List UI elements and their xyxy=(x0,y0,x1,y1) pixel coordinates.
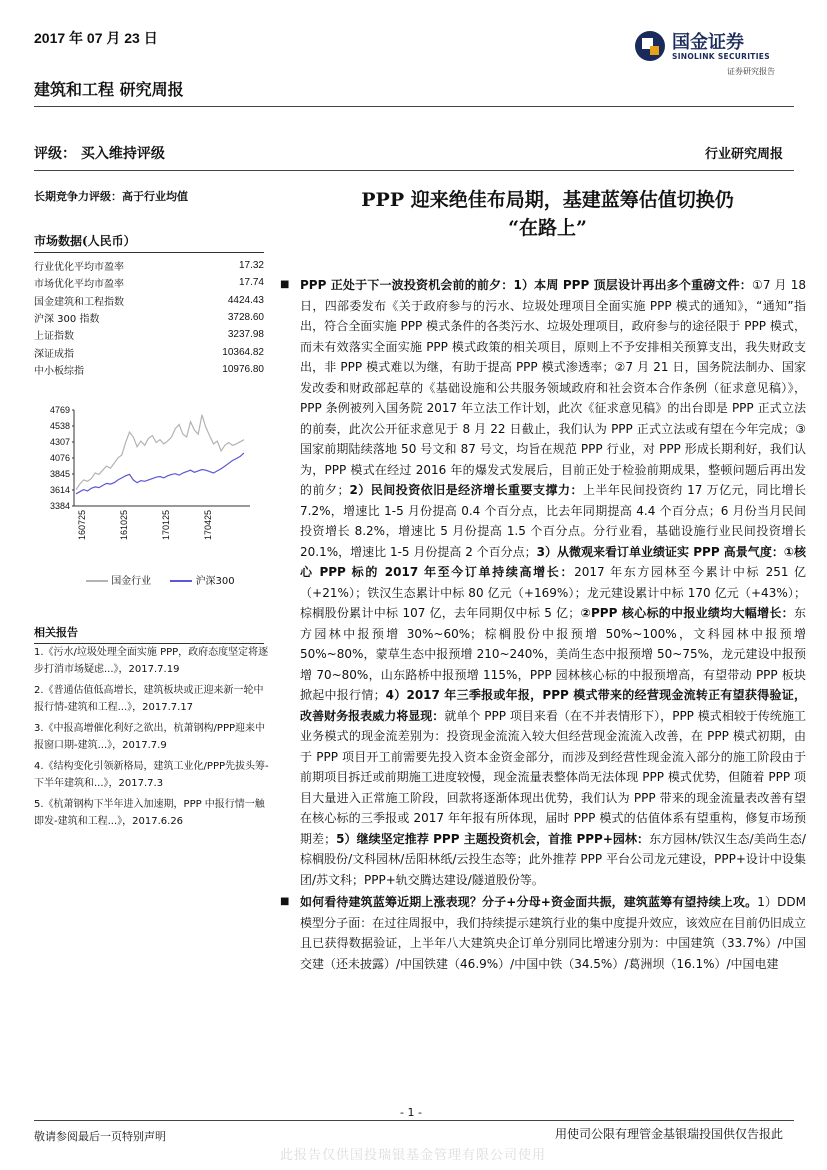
series-line-0 xyxy=(76,415,244,490)
body-emphasis-text: 2）民间投资依旧是经济增长重要支撑力： xyxy=(349,483,583,497)
page-number: - 1 - xyxy=(400,1106,422,1119)
market-data-title: 市场数据(人民币） xyxy=(34,232,264,253)
footer-usage-note: 用使司公限有理管金基银瑞投国供仅告报此 xyxy=(554,1127,783,1141)
market-data-value: 10976.80 xyxy=(222,363,264,375)
market-data-label: 市场优化平均市盈率 xyxy=(34,279,124,291)
main-body xyxy=(280,275,806,976)
market-data-value: 10364.82 xyxy=(222,346,264,358)
market-data-value: 17.32 xyxy=(238,260,264,272)
body-paragraph-1 xyxy=(280,275,806,890)
legend-swatch-industry xyxy=(86,580,108,582)
body-emphasis-text: PPP 正处于下一波投资机会前的前夕：1）本周 PPP 顶层设计再出多个重磅文件： xyxy=(300,278,752,292)
main-title xyxy=(280,186,815,242)
body-emphasis-text: 如何看待建筑蓝筹近期上涨表现？分子+分母+资金面共振，建筑蓝筹有望持续上攻。 xyxy=(300,895,758,909)
body-text: 1）DDM 模型分子面：在过往周报中，我们持续提示建筑行业的集中度提升效应，该效应在目前仍旧成立且已获得数据验证，上半年八大建筑央企订单分别同比增速分别为：中国建筑（33.7%）/中国交建（还未披露）/中国铁建（46.9%）/中国中铁（34.5%）/葛洲坝（16.1%）/中国电建 xyxy=(300,895,806,971)
body-text: 就单个 PPP 项目来看（在不并表情形下），PPP 模式相较于传统施工业务模式的现金流差别为：投资现金流流入较大但经营现金流流入改善，在 PPP 模式初期，由于 PPP 项目开工前需要先投入资本金资金部分，而涉及到经营性现金流入部分的施工阶段由于前期项目拆迁或前期施工进度较慢，现金流量表整体尚无法体现 PPP 模式优势，但随着 PPP 项目大量进入正常施工阶段，回款将逐渐体现出优势，我们认为 PPP 带来的现金流量表改善有望在核心标的三季报或 2017 年年报有所体现，届时 PPP 模式的估值体系有望重构，修复市场预期差； xyxy=(300,708,806,846)
body-text: 上半年民间投资约 17 万亿元，同比增长 7.2%，增速比 1-5 月份提高 0.4 个百分点，比去年同期提高 4.4 个百分点；6 月份当月民间投资增长 8.2%，增速比 5 月份提高 1.5 个百分点。分行业看，基础设施行业民间投资增长 20.1%，增速比 1-5 月份提高 2 个百分点； xyxy=(300,483,806,559)
watermark: 此报告仅供国投瑞银基金管理有限公司使用 xyxy=(280,1148,547,1163)
logo-cn-text: 国金证券 xyxy=(672,32,744,53)
footer-divider xyxy=(34,1120,794,1121)
index-chart xyxy=(34,396,264,596)
y-tick-label: 4076 xyxy=(49,453,70,463)
related-report-item[interactable]: 4.《结构变化引领新格局，建筑工业化/PPP先拔头筹-下半年建筑和...》，2017.7.3 xyxy=(34,761,269,789)
main-title-line2: “在路上” xyxy=(508,217,587,239)
related-reports-list xyxy=(34,644,272,834)
report-date: 2017 年 07 月 23 日 xyxy=(34,30,158,46)
related-report-item[interactable]: 3.《中报高增催化利好之欲出，杭萧钢构/PPP迎来中报窗口期-建筑...》，2017.7.9 xyxy=(34,723,266,751)
main-title-line1: PPP 迎来绝佳布局期，基建蓝筹估值切换仍 xyxy=(361,189,734,211)
legend-swatch-hs300 xyxy=(170,580,192,582)
market-data-row xyxy=(34,309,264,326)
competitiveness-rating: 长期竞争力评级：高于行业均值 xyxy=(34,190,188,203)
x-tick-label: 170125 xyxy=(161,510,171,541)
market-data-row xyxy=(34,326,264,343)
market-data-label: 行业优化平均市盈率 xyxy=(34,262,124,274)
market-data-value: 17.74 xyxy=(238,277,264,289)
market-data-row xyxy=(34,274,264,291)
report-series-title: 建筑和工程 研究周报 xyxy=(34,80,184,99)
disclaimer-note: 敬请参阅最后一页特别声明 xyxy=(34,1130,166,1143)
x-tick-label: 160725 xyxy=(77,510,87,541)
report-category: 行业研究周报 xyxy=(704,147,783,162)
y-tick-label: 3614 xyxy=(49,485,70,495)
market-data-value: 4424.43 xyxy=(227,294,264,306)
body-text: 2017 年东方园林至今累计中标 251 亿（+21%）；铁汉生态累计中标 80 亿元（+169%）；龙元建设累计中标 170 亿元（+43%）；棕榈股份累计中标 107 亿，去年同期仅中标 5 亿； xyxy=(300,565,806,620)
market-data-row xyxy=(34,361,264,378)
related-report-item[interactable]: 2.《普通估值低高增长，建筑板块或正迎来新一轮中报行情-建筑和工程...》，2017.7.17 xyxy=(34,685,264,713)
body-text: 东方园林/铁汉生态/美尚生态/棕榈股份/文科园林/岳阳林纸/云投生态等；此外推荐 PPP 平台公司龙元建设，PPP+设计中设集团/苏文科；PPP+轨交腾达建设/隧道股份等。 xyxy=(300,831,806,887)
logo-subtitle: 证券研究报告 xyxy=(727,67,775,76)
market-data-row xyxy=(34,292,264,309)
market-data-label: 沪深 300 指数 xyxy=(34,314,100,326)
square-bullet-icon: ■ xyxy=(280,896,290,907)
y-tick-label: 4538 xyxy=(49,421,70,431)
body-emphasis-text: ②PPP 核心标的中报业绩均大幅增长： xyxy=(580,606,794,620)
body-emphasis-text: 5）继续坚定推荐 PPP 主题投资机会，首推 PPP+园林： xyxy=(336,831,650,846)
y-tick-label: 4307 xyxy=(49,437,70,447)
series-line-1 xyxy=(76,453,244,494)
legend-label-hs300: 沪深300 xyxy=(195,576,235,587)
market-data-row xyxy=(34,257,264,274)
y-tick-label: 3384 xyxy=(49,501,70,511)
x-tick-label: 161025 xyxy=(119,510,129,541)
body-emphasis-text: 3）从微观来看订单业绩证实 PPP 高景气度：①核心 PPP 标的 2017 年至今订单持续高增长： xyxy=(300,544,806,579)
logo-en-text: SINOLINK SECURITIES xyxy=(672,52,770,61)
market-data-row xyxy=(34,343,264,360)
header-divider xyxy=(34,106,794,107)
market-data-label: 上证指数 xyxy=(34,331,74,343)
market-data-label: 中小板综指 xyxy=(34,365,84,377)
rating: 评级： 买入维持评级 xyxy=(34,146,165,162)
y-tick-label: 4769 xyxy=(49,405,70,415)
related-reports-title: 相关报告 xyxy=(34,624,264,644)
body-text: 东方园林中报预增 30%~60%；棕榈股份中报预增 50%~100%，文科园林中报预增 50%~80%，蒙草生态中报预增 210~240%，美尚生态中报预增 50~75%，龙元建设中报预增 70~80%，山东路桥中报预增 115%，PPP 园林核心标的中报预增高，有望带动 PPP 板块掀起中报行情； xyxy=(300,606,806,702)
market-data-label: 国金建筑和工程指数 xyxy=(34,296,124,308)
related-report-item[interactable]: 1.《污水/垃圾处理全面实施 PPP，政府态度坚定将逐步打消市场疑虑...》，2017.7.19 xyxy=(34,647,269,675)
y-tick-label: 3845 xyxy=(49,469,70,479)
body-emphasis-text: 4）2017 年三季报或年报，PPP 模式带来的经营现金流转正有望获得验证，改善财务报表威力将显现： xyxy=(300,688,806,723)
market-data-table xyxy=(34,257,264,378)
market-data-value: 3728.60 xyxy=(227,312,264,324)
market-data-value: 3237.98 xyxy=(227,329,264,341)
chart-legend xyxy=(86,572,235,587)
market-data-label: 深证成指 xyxy=(34,348,74,360)
related-report-item[interactable]: 5.《杭萧钢构下半年进入加速期，PPP 中报行情一触即发-建筑和工程...》，2017.6.26 xyxy=(34,799,265,827)
x-tick-label: 170425 xyxy=(203,510,213,541)
sidebar xyxy=(34,188,264,378)
square-bullet-icon: ■ xyxy=(280,279,290,290)
body-text: ①7 月 18 日，四部委发布《关于政府参与的污水、垃圾处理项目全面实施 PPP 模式的通知》，“通知”指出，符合全面实施 PPP 模式条件的各类污水、垃圾处理项目，政府参与的途径限于 PPP 模式，而未有效落实全面实施 PPP 模式政策的相关项目，原则上不予安排相关预算支出，我失财政支出，非 PPP 模式难以为继，有助于提高 PPP 模式渗透率；②7 月 21 日，国务院法制办、国家发改委和财政部起草的《基础设施和公共服务领域政府和社会资本合作条例（征求意见稿）》，PPP 条例被列入国务院 2017 年立法工作计划，此次《征求意见稿》的出台即是 PPP 正式立法的前奏，此次公开征求意见于 8 月 22 日截止，我们认为 PPP 正式立法或有望在今年完成；③国家前期陆续落地 50 号文和 87 号文，均旨在规范 PPP 行业，对 PPP 形成长期利好，我们认为，PPP 模式在经过 2016 年的爆发式发展后，目前正处于检验前期成果，整顿问题后再出发的前夕； xyxy=(300,278,806,497)
rating-divider xyxy=(34,170,794,171)
body-paragraph-2 xyxy=(280,892,806,974)
legend-label-industry: 国金行业 xyxy=(111,576,152,587)
